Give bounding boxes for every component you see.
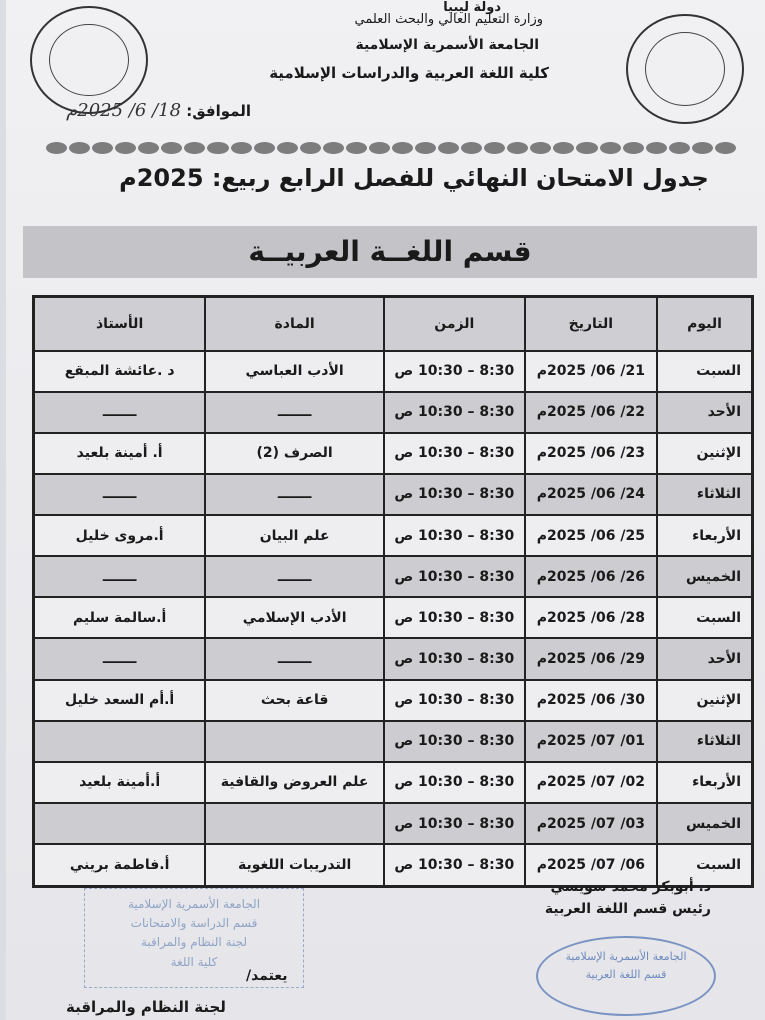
stamp-line: قسم الدراسة والامتحانات: [130, 916, 258, 931]
cell-time: 8:30 – 10:30 ص: [384, 556, 525, 597]
table-body: [34, 351, 753, 887]
cell-time: 8:30 – 10:30 ص: [384, 392, 525, 433]
cell-date: 03/ 07/ 2025م: [525, 803, 658, 844]
table-row: [34, 351, 753, 392]
table-row: [34, 762, 753, 803]
table-row: [34, 803, 753, 844]
state-name: دولة ليبيا: [443, 0, 501, 15]
header-teacher: الأستاذ: [34, 297, 206, 351]
university-name: الجامعة الأسمرية الإسلامية: [355, 37, 539, 53]
cell-time: 8:30 – 10:30 ص: [384, 844, 525, 886]
cell-time: 8:30 – 10:30 ص: [384, 351, 525, 392]
cell-subject: علم العروض والقافية: [205, 762, 384, 803]
cell-date: 01/ 07/ 2025م: [525, 721, 658, 762]
cell-day: الثلاثاء: [657, 721, 752, 762]
ministry-name: وزارة التعليم العالي والبحث العلمي: [354, 12, 543, 27]
cell-time: 8:30 – 10:30 ص: [384, 680, 525, 721]
cell-teacher: أ.سالمة سليم: [34, 597, 206, 638]
table-row: [34, 597, 753, 638]
table-row: [34, 433, 753, 474]
header-time: الزمن: [384, 297, 525, 351]
cell-subject: التدريبات اللغوية: [205, 844, 384, 886]
cell-teacher: ـــــــ: [34, 638, 206, 679]
cell-subject: ـــــــ: [205, 392, 384, 433]
cell-day: الخميس: [657, 556, 752, 597]
signature-role: رئيس قسم اللغة العربية: [544, 901, 711, 918]
cell-date: 29/ 06/ 2025م: [525, 638, 658, 679]
cell-teacher: أ.فاطمة بريني: [34, 844, 206, 886]
table-row: [34, 721, 753, 762]
cell-date: 26/ 06/ 2025م: [525, 556, 658, 597]
cell-subject: ـــــــ: [205, 638, 384, 679]
cell-teacher: أ. أمينة بلعيد: [34, 433, 206, 474]
cell-date: 28/ 06/ 2025م: [525, 597, 658, 638]
cell-day: السبت: [657, 351, 752, 392]
cell-time: 8:30 – 10:30 ص: [384, 515, 525, 556]
cell-teacher: ـــــــ: [34, 392, 206, 433]
cell-day: السبت: [657, 844, 752, 886]
signature-name: د. أبوبكر محمد سويسي: [550, 879, 711, 895]
cell-date: 21/ 06/ 2025م: [525, 351, 658, 392]
stamp-line: كلية اللغة: [170, 954, 218, 969]
header-date: التاريخ: [525, 297, 658, 351]
cell-teacher: ـــــــ: [34, 474, 206, 515]
exam-schedule-title: جدول الامتحان النهائي للفصل الرابع ربيع: 2025م: [119, 164, 709, 192]
stamp-line: قسم اللغة العربية: [585, 967, 667, 981]
table-row: [34, 680, 753, 721]
cell-time: 8:30 – 10:30 ص: [384, 474, 525, 515]
cell-time: 8:30 – 10:30 ص: [384, 638, 525, 679]
cell-day: السبت: [657, 597, 752, 638]
table-header-row: [34, 297, 753, 351]
exam-schedule-table: [32, 295, 754, 888]
cell-time: 8:30 – 10:30 ص: [384, 803, 525, 844]
university-logo-right: [626, 14, 744, 124]
cell-teacher: [34, 803, 206, 844]
cell-date: 22/ 06/ 2025م: [525, 392, 658, 433]
stamp-line: لجنة النظام والمراقبة: [140, 935, 248, 950]
department-stamp: [536, 936, 716, 1016]
cell-subject: ـــــــ: [205, 556, 384, 597]
faculty-name: كلية اللغة العربية والدراسات الإسلامية: [269, 64, 549, 82]
cell-subject: قاعة بحث: [205, 680, 384, 721]
decorative-divider: [46, 137, 736, 159]
cell-subject: الأدب الإسلامي: [205, 597, 384, 638]
table-row: [34, 474, 753, 515]
cell-day: الأحد: [657, 638, 752, 679]
table-row: [34, 392, 753, 433]
cell-day: الأربعاء: [657, 762, 752, 803]
cell-teacher: ـــــــ: [34, 556, 206, 597]
committee-label: لجنة النظام والمراقبة: [66, 998, 226, 1016]
cell-day: الإثنين: [657, 433, 752, 474]
header-day: اليوم: [657, 297, 752, 351]
cell-teacher: د .عائشة المبقع: [34, 351, 206, 392]
cell-day: الأربعاء: [657, 515, 752, 556]
cell-day: الإثنين: [657, 680, 752, 721]
cell-subject: علم البيان: [205, 515, 384, 556]
department-head-signature: [545, 876, 711, 921]
table-row: [34, 556, 753, 597]
cell-date: 25/ 06/ 2025م: [525, 515, 658, 556]
cell-subject: [205, 721, 384, 762]
cell-date: 23/ 06/ 2025م: [525, 433, 658, 474]
cell-subject: [205, 803, 384, 844]
cell-teacher: [34, 721, 206, 762]
cell-day: الأحد: [657, 392, 752, 433]
cell-teacher: أ.أم السعد خليل: [34, 680, 206, 721]
cell-teacher: أ.مروى خليل: [34, 515, 206, 556]
stamp-line: الجامعة الأسمرية الإسلامية: [127, 897, 261, 911]
cell-subject: ـــــــ: [205, 474, 384, 515]
table-row: [34, 515, 753, 556]
date-label: الموافق:: [186, 102, 251, 120]
cell-time: 8:30 – 10:30 ص: [384, 597, 525, 638]
seal-inner-ring: [49, 24, 129, 97]
cell-time: 8:30 – 10:30 ص: [384, 721, 525, 762]
cell-date: 06/ 07/ 2025م: [525, 844, 658, 886]
cell-date: 24/ 06/ 2025م: [525, 474, 658, 515]
cell-subject: الأدب العباسي: [205, 351, 384, 392]
logo-inner-ring: [645, 32, 725, 106]
cell-time: 8:30 – 10:30 ص: [384, 433, 525, 474]
stamp-line: الجامعة الأسمرية الإسلامية: [565, 950, 687, 963]
cell-day: الخميس: [657, 803, 752, 844]
cell-day: الثلاثاء: [657, 474, 752, 515]
document-page: [6, 0, 765, 1020]
header-subject: المادة: [205, 297, 384, 351]
university-seal-left: [30, 6, 148, 114]
cell-teacher: أ.أمينة بلعيد: [34, 762, 206, 803]
cell-time: 8:30 – 10:30 ص: [384, 762, 525, 803]
cell-subject: الصرف (2): [205, 433, 384, 474]
table-row: [34, 638, 753, 679]
approval-label: يعتمد/: [246, 968, 288, 984]
cell-date: 02/ 07/ 2025م: [525, 762, 658, 803]
department-banner: قسم اللغــة العربيــة: [23, 226, 757, 278]
cell-date: 30/ 06/ 2025م: [525, 680, 658, 721]
date-value: 18/ 6/ 2025م: [66, 100, 182, 121]
